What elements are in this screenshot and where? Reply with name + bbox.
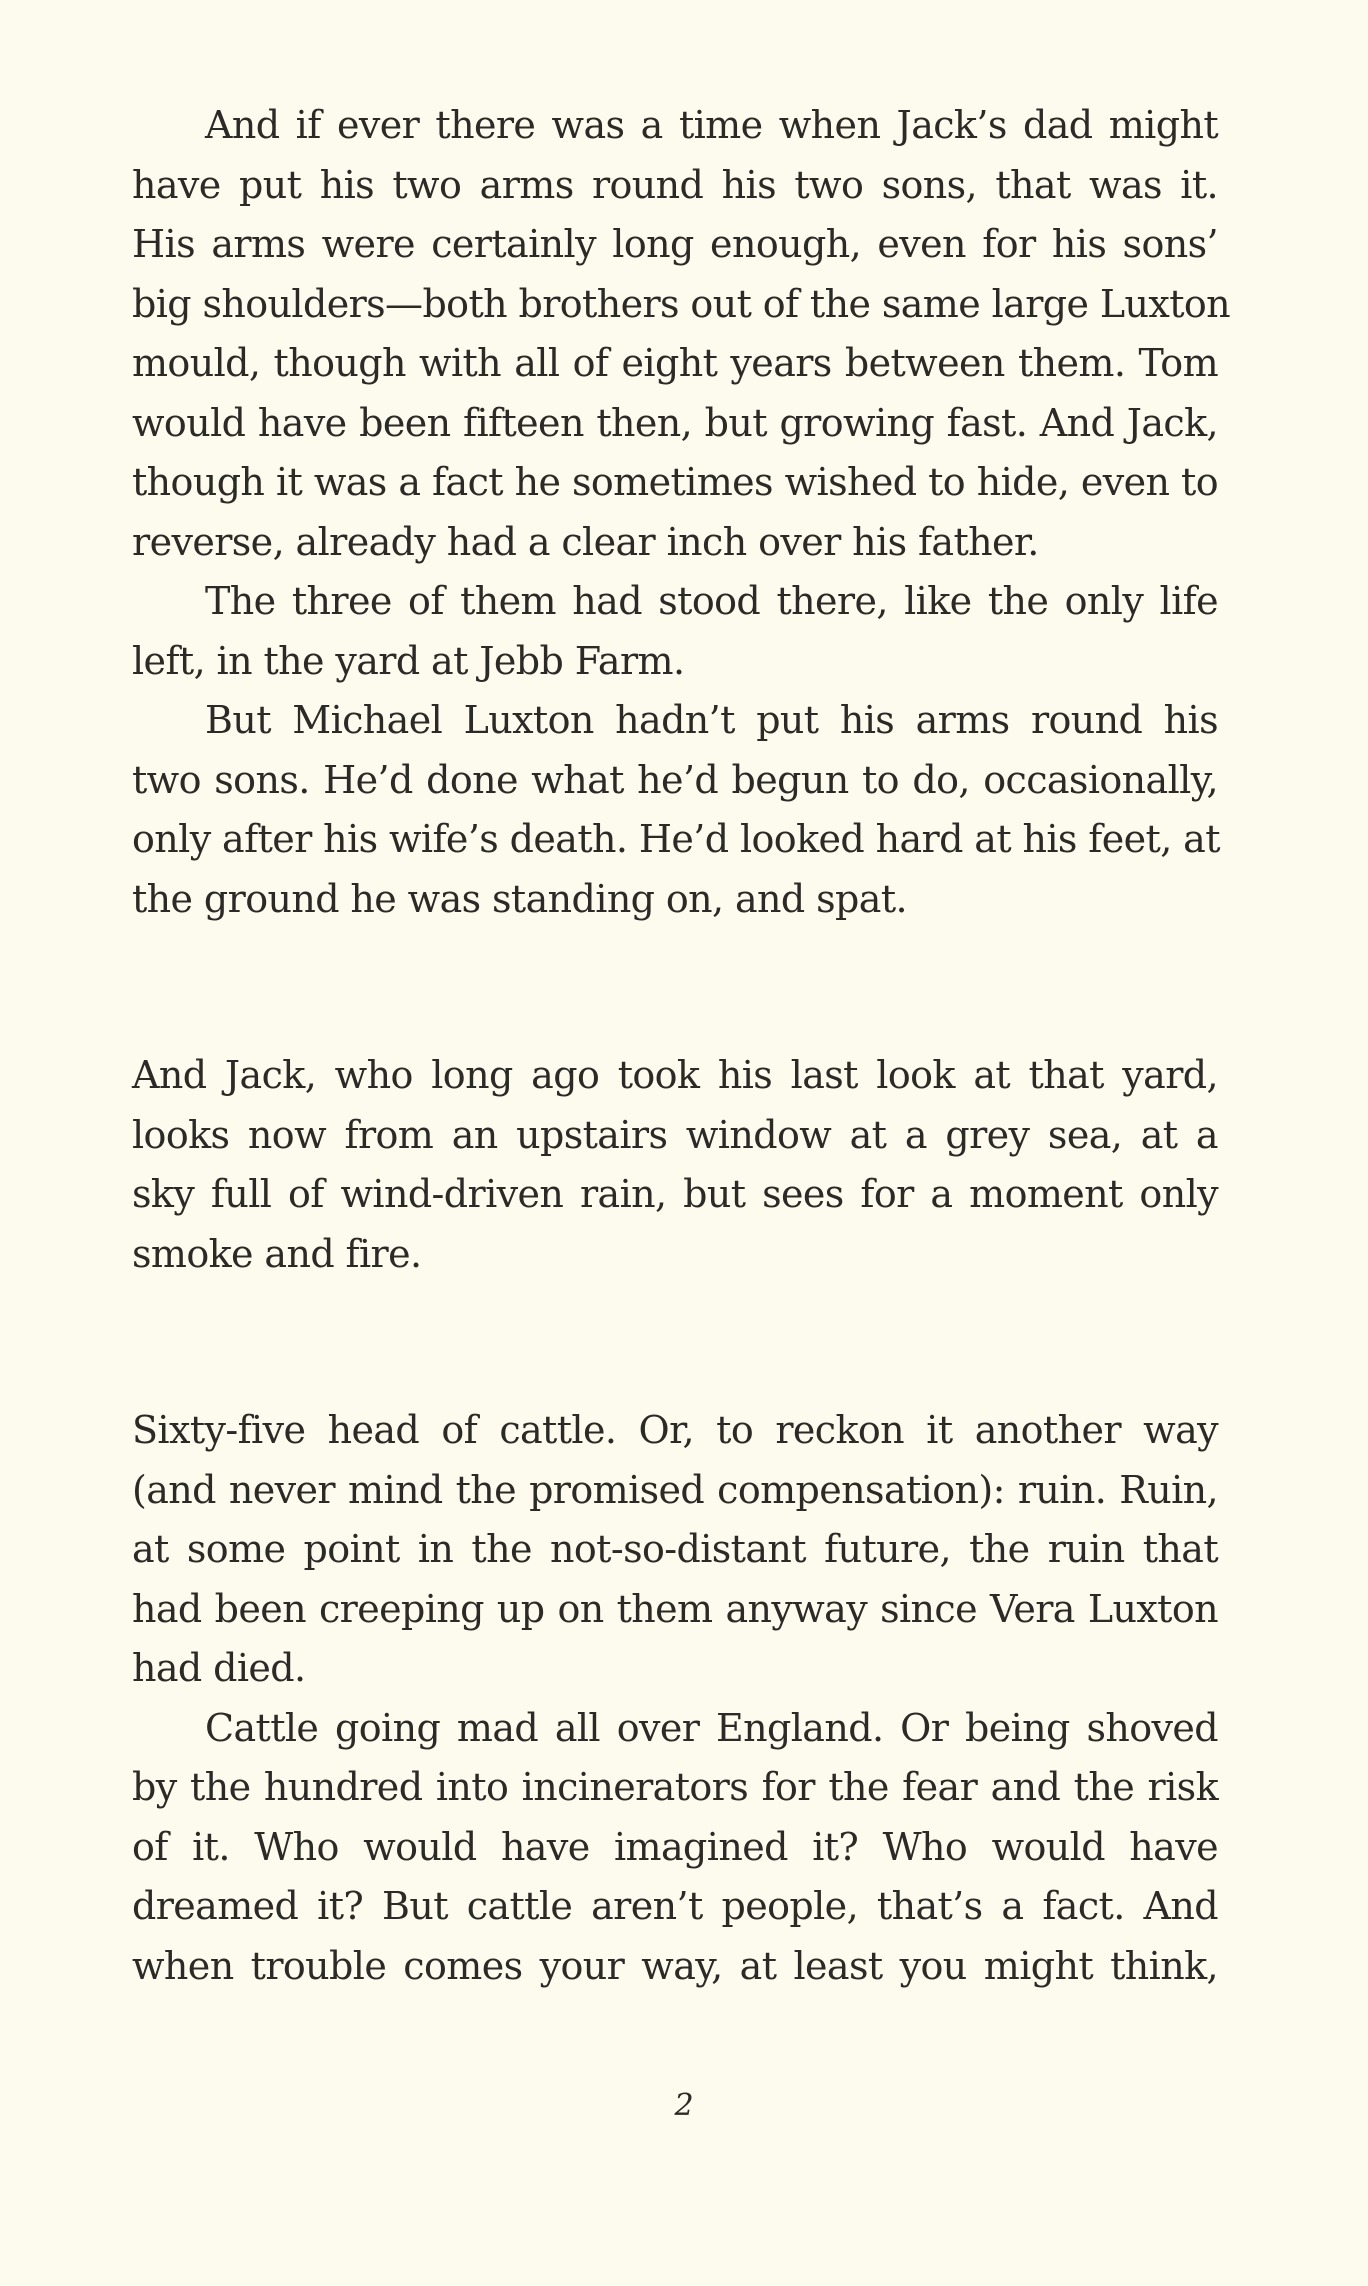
text-line: had been creeping up on them anyway since Vera Luxton: [132, 1586, 1218, 1631]
text-line: have put his two arms round his two sons, that was it.: [132, 162, 1218, 207]
text-line: And Jack, who long ago took his last look at that yard,: [132, 1053, 1218, 1097]
paragraph: [132, 96, 1231, 572]
text-line: mould, though with all of eight years between them. Tom: [132, 341, 1218, 385]
text-line: though it was a fact he sometimes wished to hide, even to: [132, 460, 1218, 504]
text-line: two sons. He’d done what he’d begun to do, occasionally,: [132, 757, 1218, 802]
section-2: [132, 1046, 1218, 1284]
text-line: sky full of wind-driven rain, but sees for a moment only: [132, 1172, 1218, 1216]
text-line: looks now from an upstairs window at a grey sea, at a: [132, 1112, 1218, 1157]
section-1: [132, 96, 1231, 929]
text-line: Cattle going mad all over England. Or being shoved: [205, 1705, 1218, 1750]
paragraph: [132, 572, 1218, 691]
page-number: 2: [674, 2088, 694, 2123]
text-line: But Michael Luxton hadn’t put his arms round his: [205, 698, 1218, 742]
text-line: Sixty-five head of cattle. Or, to reckon it another way: [132, 1408, 1218, 1452]
text-line: of it. Who would have imagined it? Who would have: [132, 1824, 1218, 1869]
text-line: smoke and fire.: [132, 1231, 422, 1276]
text-line: when trouble comes your way, at least you might think,: [132, 1943, 1218, 1988]
text-line: would have been fifteen then, but growing fast. And Jack,: [132, 400, 1218, 445]
text-line: The three of them had stood there, like the only life: [205, 579, 1218, 623]
paragraph: [132, 691, 1218, 929]
text-line: And if ever there was a time when Jack’s dad might: [205, 103, 1218, 147]
paragraph: [132, 1699, 1218, 1997]
paragraph: [132, 1046, 1218, 1284]
text-line: His arms were certainly long enough, even for his sons’: [132, 222, 1218, 266]
text-line: (and never mind the promised compensation): ruin. Ruin,: [132, 1467, 1218, 1512]
text-line: big shoulders—both brothers out of the same large Luxton: [132, 281, 1231, 326]
section-3: [132, 1401, 1218, 1996]
text-line: at some point in the not-so-distant future, the ruin that: [132, 1527, 1218, 1571]
text-line: by the hundred into incinerators for the fear and the risk: [132, 1765, 1218, 1809]
paragraph: [132, 1401, 1218, 1699]
text-line: reverse, already had a clear inch over his father.: [132, 519, 1039, 564]
text-line: dreamed it? But cattle aren’t people, that’s a fact. And: [132, 1884, 1218, 1928]
text-line: only after his wife’s death. He’d looked hard at his feet, at: [132, 817, 1220, 861]
text-line: had died.: [132, 1646, 306, 1690]
text-line: the ground he was standing on, and spat.: [132, 876, 907, 921]
text-line: left, in the yard at Jebb Farm.: [132, 638, 685, 683]
